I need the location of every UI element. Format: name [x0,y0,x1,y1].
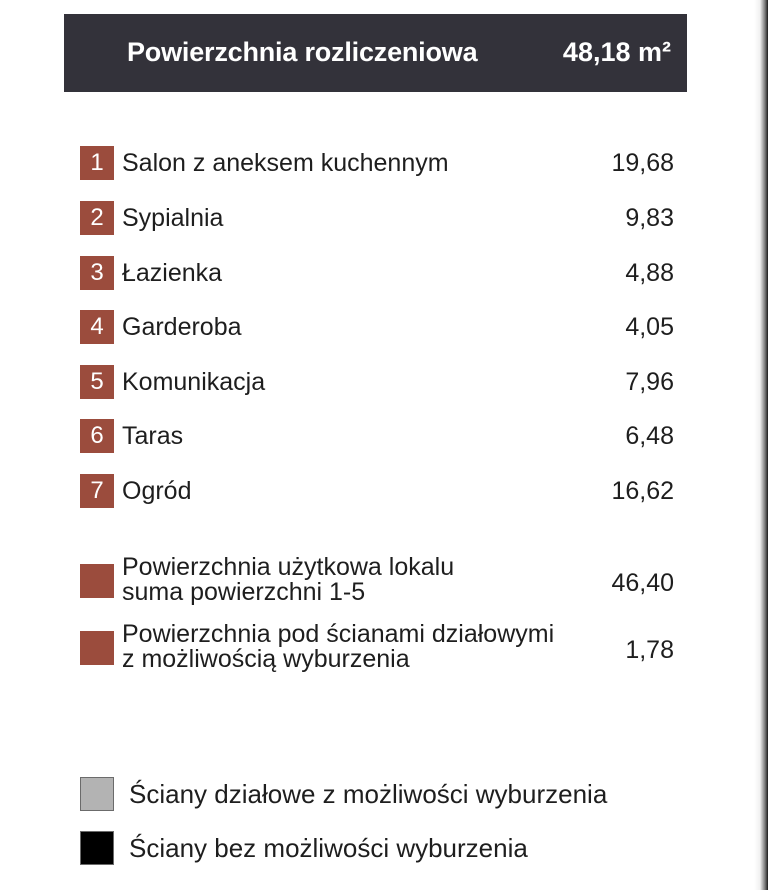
room-label: Ogród [122,477,192,505]
room-number-badge: 1 [80,146,114,180]
room-number-badge: 2 [80,201,114,235]
room-number-badge: 7 [80,474,114,508]
room-area-value: 19,68 [611,149,674,177]
header-total-area: 48,18 m² [562,37,671,67]
room-row [80,365,674,399]
summary-value: 1,78 [625,636,674,664]
room-label: Łazienka [122,259,223,287]
room-label: Salon z aneksem kuchennym [122,149,449,177]
room-number-badge: 4 [80,310,114,344]
legend-swatch-gray [80,777,114,811]
room-row [80,419,674,453]
summary-label-line2: suma powierzchni 1-5 [122,578,366,606]
room-number-badge: 3 [80,256,114,290]
header-bar [64,14,687,92]
legend-swatch-black [80,831,114,865]
room-label: Sypialnia [122,204,224,232]
summary-row-usable-area [80,555,674,615]
page-edge-shadow [754,0,768,890]
room-label: Taras [122,422,184,450]
summary-label-line1: Powierzchnia użytkowa lokalu [122,553,455,581]
summary-swatch [80,564,114,598]
room-area-value: 9,83 [625,204,674,232]
summary-swatch [80,631,114,665]
room-area-value: 7,96 [625,368,674,396]
room-label: Komunikacja [122,368,266,396]
room-area-value: 6,48 [625,422,674,450]
room-row [80,310,674,344]
room-number-badge: 5 [80,365,114,399]
summary-label [122,555,454,605]
header-title: Powierzchnia rozliczeniowa [127,37,478,67]
room-area-value: 4,05 [625,313,674,341]
legend-label: Ściany bez możliwości wyburzenia [129,833,528,863]
room-row [80,146,674,180]
summary-label-line2: z możliwością wyburzenia [122,645,410,673]
room-area-value: 4,88 [625,259,674,287]
summary-row-partition-walls [80,622,674,682]
legend-label: Ściany działowe z możliwości wyburzenia [129,779,608,809]
room-row [80,256,674,290]
summary-label-line1: Powierzchnia pod ścianami działowymi [122,620,555,648]
room-row [80,474,674,508]
room-label: Garderoba [122,313,242,341]
room-area-value: 16,62 [611,477,674,505]
summary-value: 46,40 [611,569,674,597]
room-row [80,201,674,235]
summary-label [122,622,554,672]
room-number-badge: 6 [80,419,114,453]
